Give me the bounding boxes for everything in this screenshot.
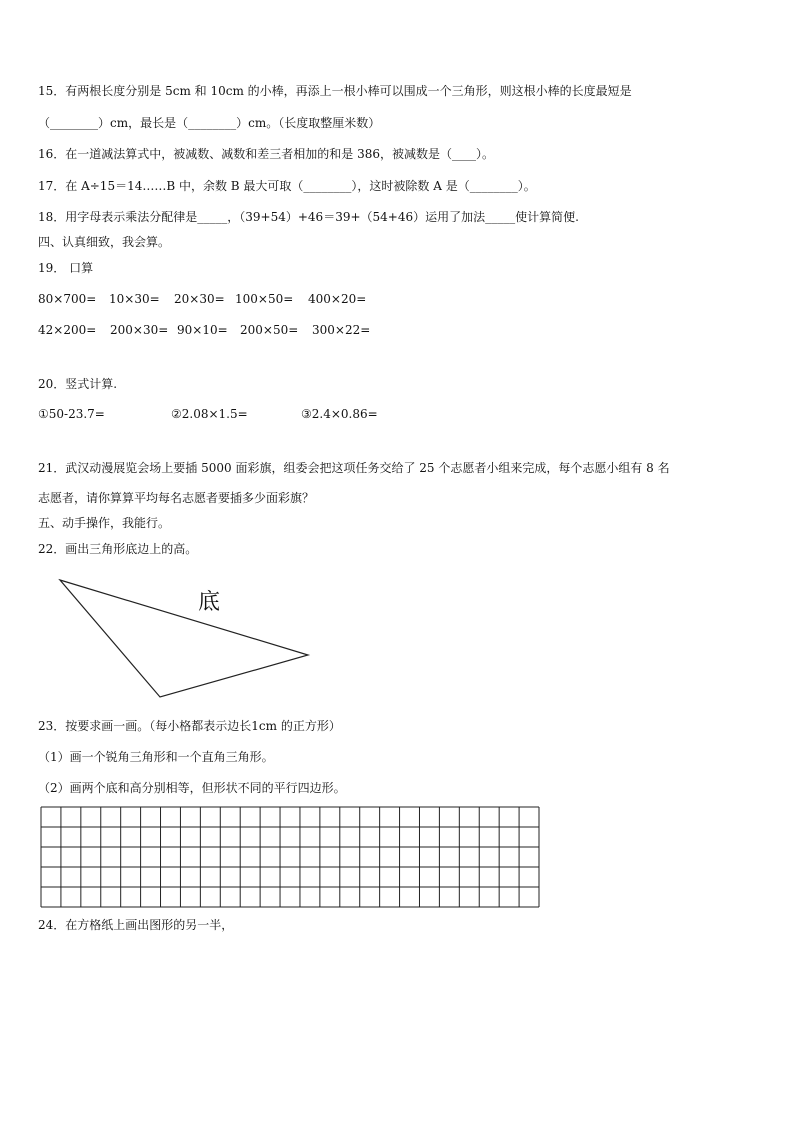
oral-calc-item: 200×50= <box>240 323 299 337</box>
q15-line1: 15．有两根长度分别是 5cm 和 10cm 的小棒，再添上一根小棒可以围成一个三角形，则这根小棒的长度最短是 <box>38 84 632 98</box>
q16-text: 16．在一道减法算式中，被减数、减数和差三者相加的和是 386，被减数是（____）。 <box>38 147 494 161</box>
q18-text: 18．用字母表示乘法分配律是_____，（39+54）+46＝39+（54+46）运用了加法_____使计算简便. <box>38 210 579 224</box>
q22-title: 22．画出三角形底边上的高。 <box>38 542 198 556</box>
q21-line1: 21．武汉动漫展览会场上要插 5000 面彩旗，组委会把这项任务交给了 25 个志愿者小组来完成，每个志愿小组有 8 名 <box>38 461 670 475</box>
vertical-calc-item: ③2.4×0.86= <box>301 407 378 421</box>
triangle-base-label: 底 <box>198 590 221 615</box>
q23-sub1: （1）画一个锐角三角形和一个直角三角形。 <box>38 750 274 764</box>
oral-calc-item: 100×50= <box>235 292 294 306</box>
oral-calc-item: 90×10= <box>177 323 228 337</box>
q23-title: 23．按要求画一画。（每小格都表示边长1cm 的正方形） <box>38 719 341 733</box>
triangle <box>60 580 308 697</box>
oral-calc-item: 400×20= <box>308 292 367 306</box>
oral-calc-item: 300×22= <box>312 323 371 337</box>
vertical-calc-item: ①50-23.7= <box>38 407 105 421</box>
square-grid <box>40 806 540 908</box>
q17-text: 17．在 A÷15＝14……B 中，余数 B 最大可取（________），这时被除数 A 是（________）。 <box>38 179 536 193</box>
oral-calc-item: 200×30= <box>110 323 169 337</box>
q15-line2: （________）cm，最长是（________）cm。（长度取整厘米数） <box>38 116 381 130</box>
oral-calc-item: 80×700= <box>38 292 97 306</box>
q21-line2: 志愿者，请你算算平均每名志愿者要插多少面彩旗？ <box>38 491 315 505</box>
section4-heading: 四、认真细致，我会算。 <box>38 235 171 249</box>
q19-title: 19． 口算 <box>38 261 94 275</box>
section5-heading: 五、动手操作，我能行。 <box>38 516 171 530</box>
oral-calc-item: 20×30= <box>174 292 225 306</box>
oral-calc-item: 42×200= <box>38 323 97 337</box>
q23-sub2: （2）画两个底和高分别相等，但形状不同的平行四边形。 <box>38 781 346 795</box>
q20-title: 20．竖式计算. <box>38 377 118 391</box>
q24-text: 24．在方格纸上画出图形的另一半， <box>38 918 234 932</box>
oral-calc-item: 10×30= <box>109 292 160 306</box>
vertical-calc-item: ②2.08×1.5= <box>171 407 248 421</box>
